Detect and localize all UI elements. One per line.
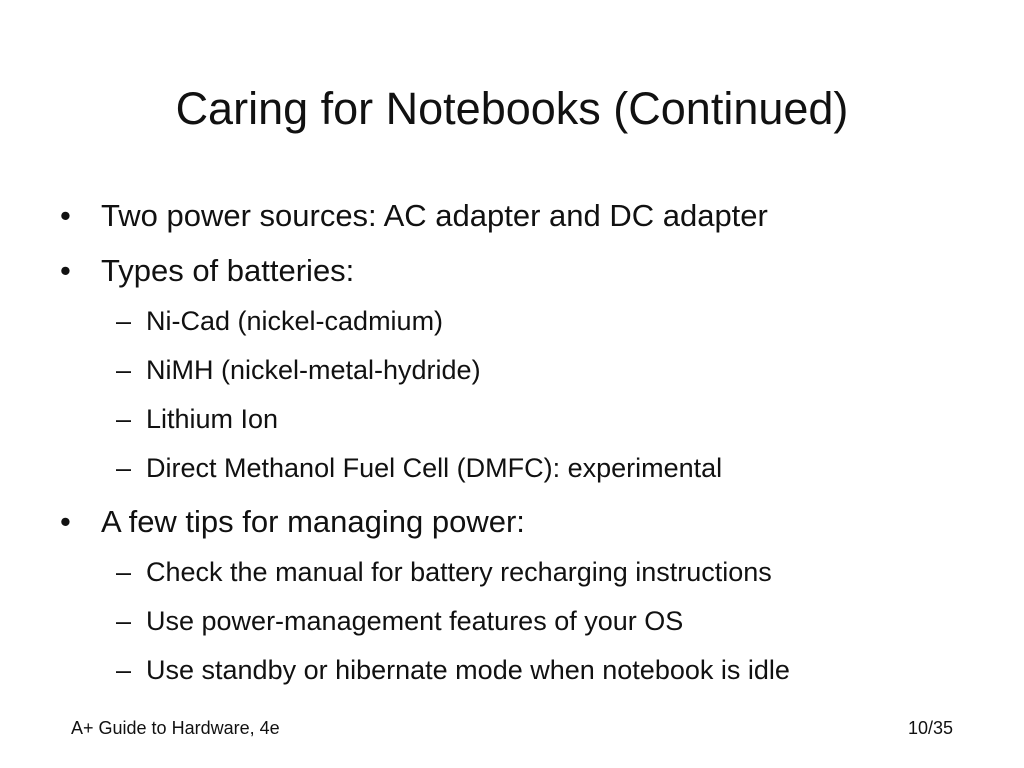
sub-bullet-text: Check the manual for battery recharging instructions <box>146 557 772 587</box>
footer-page-number: 10/35 <box>907 718 953 738</box>
sub-bullet-marker: – <box>116 557 132 587</box>
sub-bullet-marker: – <box>116 453 132 483</box>
slide-title: Caring for Notebooks (Continued) <box>175 83 849 134</box>
bullet-text: Two power sources: AC adapter and DC adapter <box>101 198 768 233</box>
bullet-marker: • <box>60 198 71 233</box>
bullet-marker: • <box>60 253 71 288</box>
bullet-text: A few tips for managing power: <box>101 504 525 539</box>
sub-bullet-marker: – <box>116 355 132 385</box>
sub-bullet-marker: – <box>116 606 132 636</box>
sub-bullet-text: Use power-management features of your OS <box>146 606 684 636</box>
sub-bullet-marker: – <box>116 404 132 434</box>
sub-bullet-text: Use standby or hibernate mode when notebook is idle <box>146 655 790 685</box>
sub-bullet-marker: – <box>116 655 132 685</box>
bullet-marker: • <box>60 504 71 539</box>
sub-bullet-text: Ni-Cad (nickel-cadmium) <box>146 306 444 336</box>
footer-course-title: A+ Guide to Hardware, 4e <box>71 718 280 738</box>
sub-bullet-text: Direct Methanol Fuel Cell (DMFC): experimental <box>146 453 723 483</box>
sub-bullet-marker: – <box>116 306 132 336</box>
bullet-text: Types of batteries: <box>101 253 355 288</box>
sub-bullet-text: Lithium Ion <box>146 404 279 434</box>
sub-bullet-text: NiMH (nickel-metal-hydride) <box>146 355 481 385</box>
